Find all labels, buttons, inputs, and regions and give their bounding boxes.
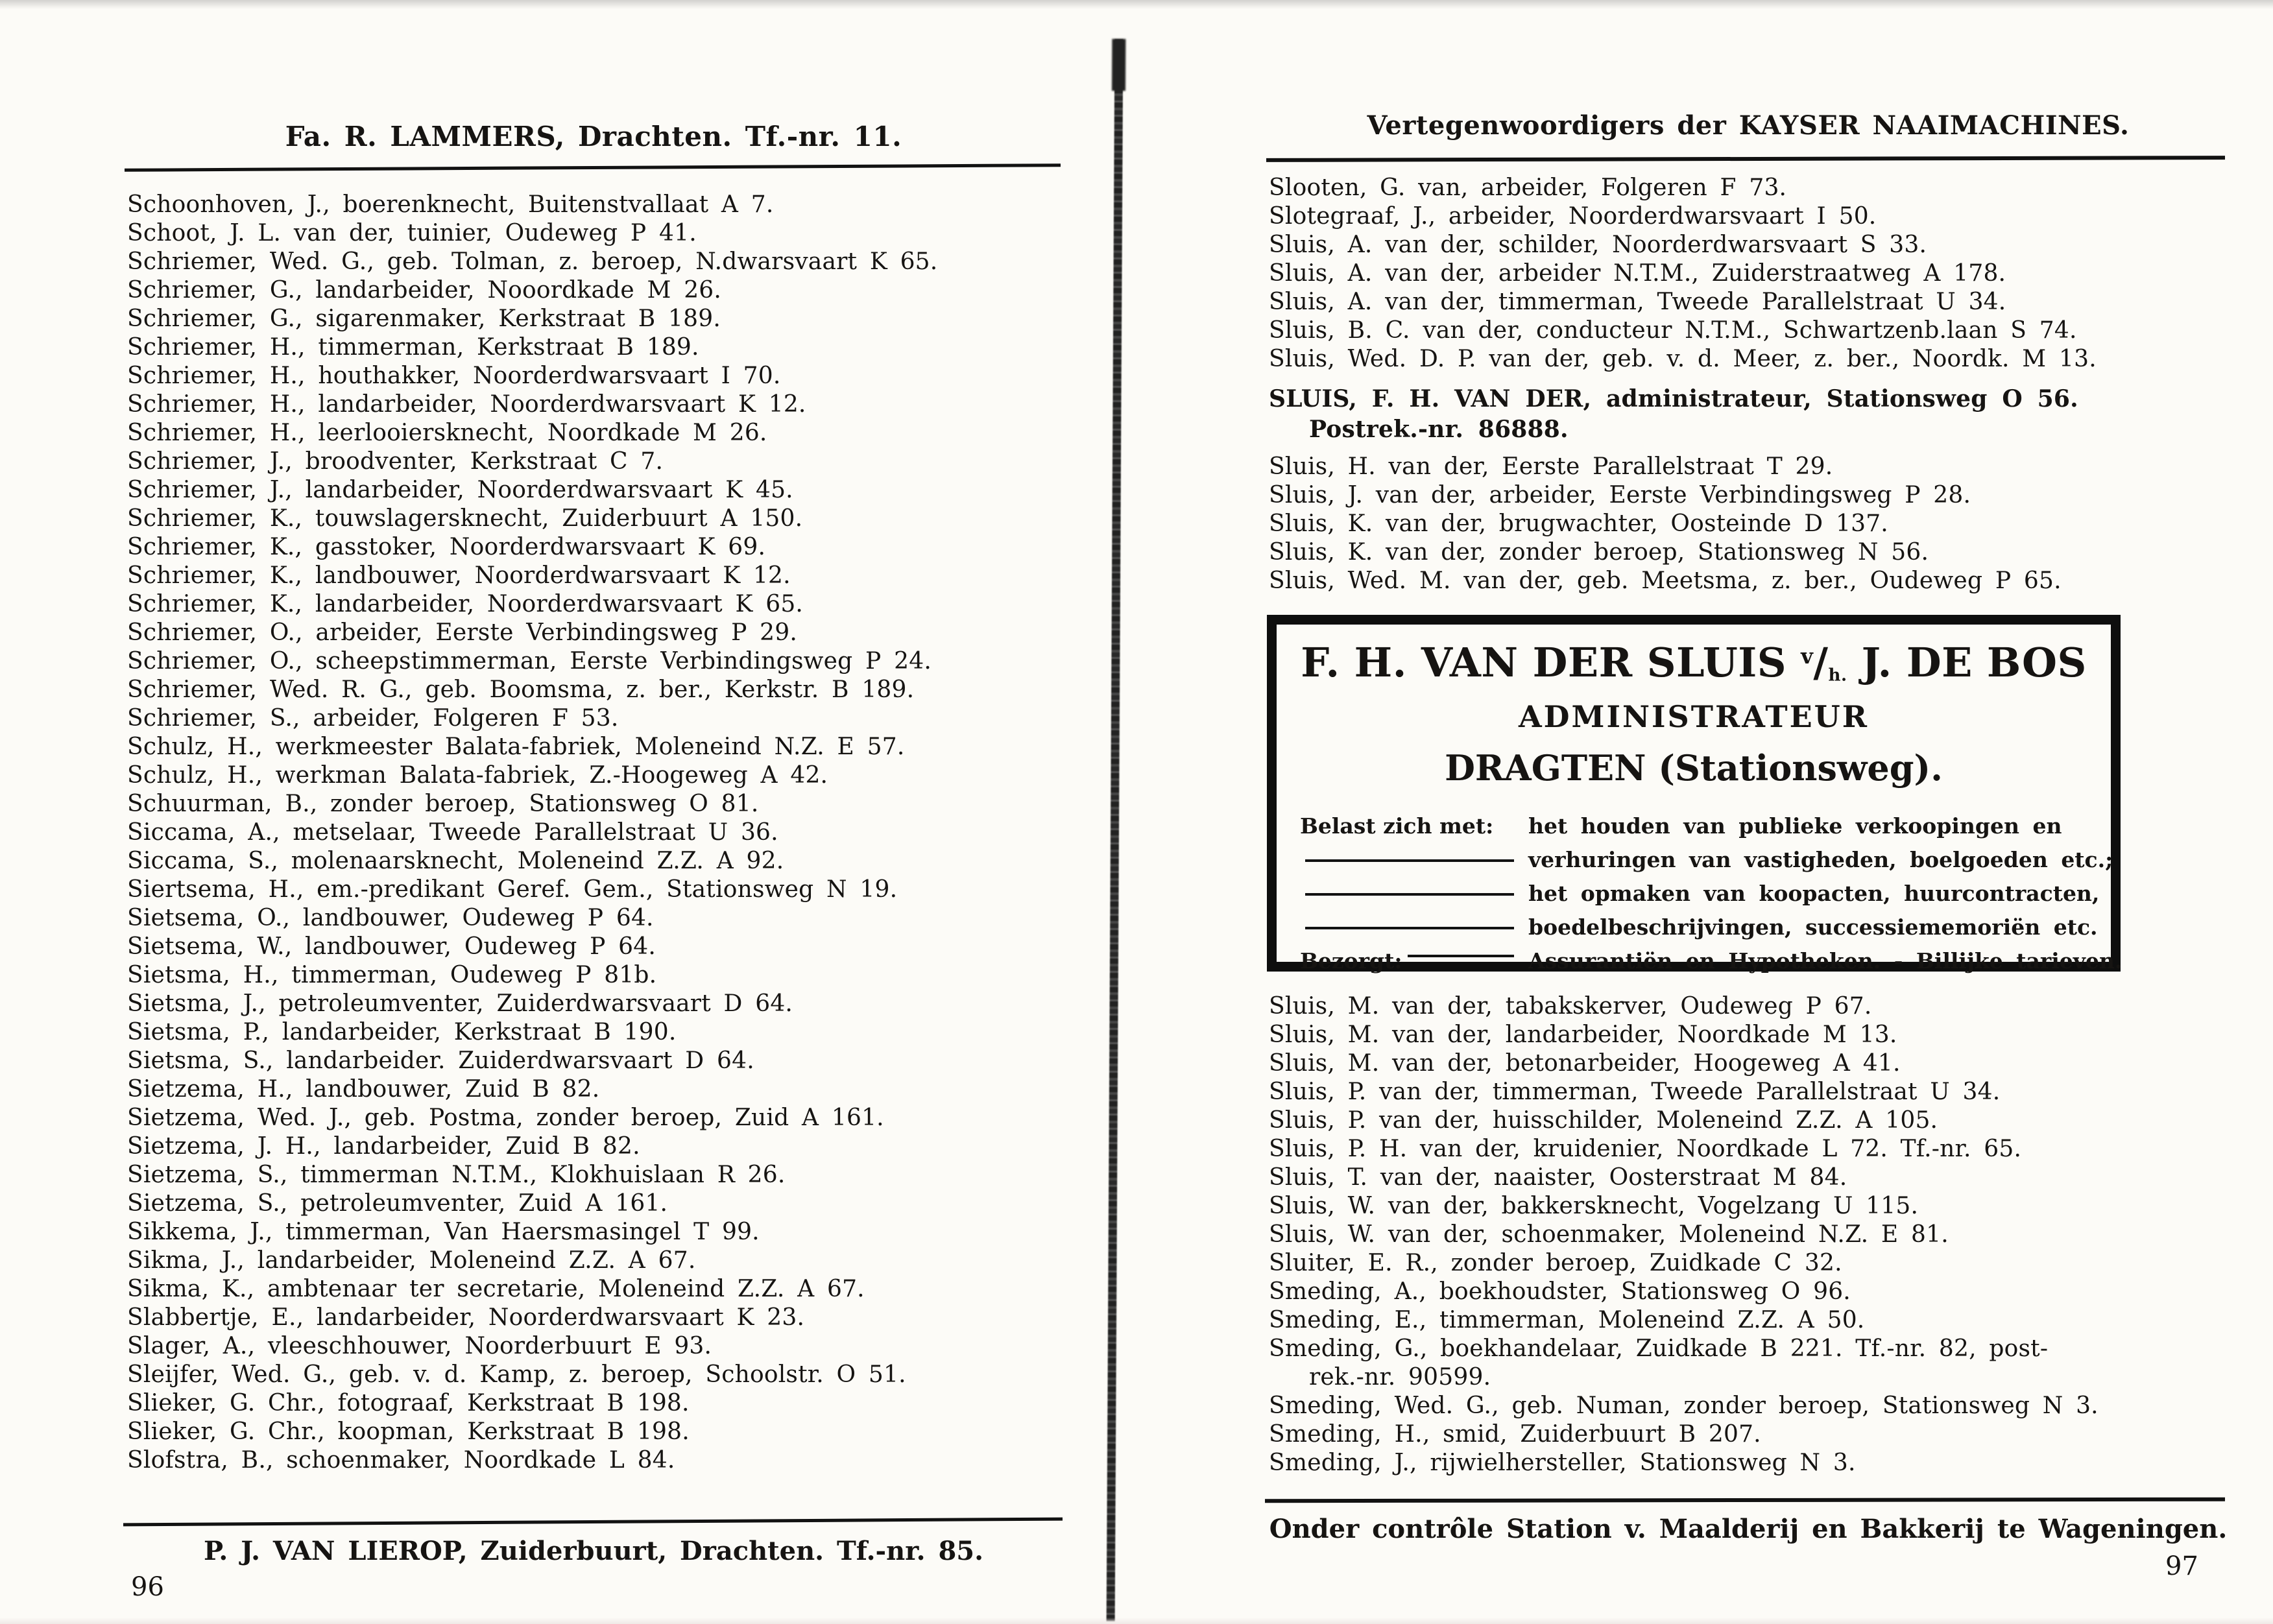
ad-row-label-text: Bezorgt: [1300, 948, 1402, 973]
directory-entry [127, 1132, 1100, 1161]
right-footer-rule [1265, 1498, 2225, 1503]
entry-line: Schulz, H., werkmeester Balata-fabriek, Moleneind N.Z. E 57. [127, 734, 905, 760]
entry-line: Smeding, E., timmerman, Moleneind Z.Z. A 50. [1269, 1307, 1865, 1333]
ad-subtitle-place: DRAGTEN (Stationsweg). [1445, 746, 1943, 789]
entry-line: Schriemer, G., sigarenmaker, Kerkstraat B 189. [127, 305, 721, 332]
entry-line: Sikkema, J., timmerman, Van Haersmasingel T 99. [127, 1219, 760, 1245]
left-header-rule [125, 163, 1061, 172]
entry-line: Sietsma, P., landarbeider, Kerkstraat B 190. [127, 1019, 677, 1045]
entry-line: Schriemer, K., landbouwer, Noorderdwarsvaart K 12. [127, 562, 791, 589]
directory-entry [1269, 1021, 2261, 1049]
ad-row-label [1300, 944, 1528, 978]
directory-entry [127, 562, 1100, 590]
entry-line: Sluiter, E. R., zonder beroep, Zuidkade C 32. [1269, 1250, 1842, 1276]
directory-entry [127, 761, 1100, 790]
directory-entry [127, 333, 1100, 362]
ad-title-vh-abbreviation: $^v$/h. [1801, 639, 1847, 686]
ad-service-row [1300, 809, 2087, 843]
entry-line: Schriemer, H., timmerman, Kerkstraat B 189. [127, 334, 699, 361]
directory-entry [1269, 1078, 2261, 1106]
directory-entry [1269, 384, 2261, 445]
entry-line: Sluis, W. van der, bakkersknecht, Vogelzang U 115. [1269, 1193, 1919, 1219]
entry-line: Sietsema, W., landbouwer, Oudeweg P 64. [127, 933, 656, 960]
entry-line: Sluis, P. van der, huisschilder, Moleneind Z.Z. A 105. [1269, 1107, 1938, 1134]
directory-entry [127, 876, 1100, 904]
entry-line: Sluis, Wed. D. P. van der, geb. v. d. Meer, z. ber., Noordk. M 13. [1269, 346, 2097, 372]
directory-entry [127, 961, 1100, 990]
directory-entry [1269, 1221, 2261, 1249]
entry-line: Schuurman, B., zonder beroep, Stationsweg O 81. [127, 791, 759, 817]
left-page-number: 96 [131, 1572, 164, 1602]
right-page-entry-list-upper [1269, 174, 2261, 595]
entry-line: Smeding, Wed. G., geb. Numan, zonder beroep, Stationsweg N 3. [1269, 1392, 2099, 1419]
directory-entry [127, 1075, 1100, 1104]
ad-row-label-text: Belast zich met: [1300, 813, 1494, 839]
directory-entry [127, 476, 1100, 505]
left-page-entry-list [127, 191, 1100, 1475]
entry-line: Schriemer, H., leerlooiersknecht, Noordkade M 26. [127, 420, 767, 446]
directory-entry [127, 1418, 1100, 1446]
entry-line: SLUIS, F. H. VAN DER, administrateur, Stationsweg O 56. [1269, 385, 2078, 412]
directory-entry [127, 248, 1100, 276]
entry-line: Sikma, K., ambtenaar ter secretarie, Moleneind Z.Z. A 67. [127, 1276, 865, 1302]
entry-line: Schriemer, K., landarbeider, Noorderdwarsvaart K 65. [127, 591, 804, 617]
entry-line: Sluis, M. van der, landarbeider, Noordkade M 13. [1269, 1021, 1897, 1048]
entry-line: Slieker, G. Chr., koopman, Kerkstraat B 198. [127, 1418, 690, 1445]
directory-entry [127, 590, 1100, 619]
directory-entry [127, 1389, 1100, 1418]
entry-line: Schriemer, G., landarbeider, Nooordkade M 26. [127, 277, 722, 304]
entry-line: Slooten, G. van, arbeider, Folgeren F 73. [1269, 174, 1787, 201]
ad-row-dash-line [1408, 955, 1514, 957]
ad-row-label [1300, 865, 1528, 867]
directory-entry [1269, 202, 2261, 231]
entry-line: Sietzema, H., landbouwer, Zuid B 82. [127, 1076, 600, 1103]
directory-entry [127, 1218, 1100, 1247]
directory-entry [127, 1047, 1100, 1075]
directory-entry [127, 448, 1100, 476]
directory-entry [1269, 174, 2261, 202]
advertisement-box [1267, 615, 2121, 972]
left-page-footer: P. J. VAN LIEROP, Zuiderbuurt, Drachten. Tf.-nr. 85. [203, 1536, 984, 1566]
directory-entry [127, 219, 1100, 248]
directory-entry [127, 619, 1100, 647]
directory-entry [127, 1161, 1100, 1189]
entry-line: Schriemer, O., scheepstimmerman, Eerste Verbindingsweg P 24. [127, 648, 932, 675]
directory-entry [1269, 1392, 2261, 1420]
entry-line: Sluis, M. van der, tabakskerver, Oudeweg P 67. [1269, 993, 1872, 1020]
directory-entry [1269, 1135, 2261, 1164]
ad-row-label [1300, 932, 1528, 935]
right-page-number: 97 [2165, 1551, 2198, 1581]
directory-entry [1269, 1106, 2261, 1135]
directory-entry [127, 191, 1100, 219]
ad-service-rows [1300, 809, 2123, 978]
directory-entry [127, 533, 1100, 562]
entry-line: Sluis, K. van der, zonder beroep, Stationsweg N 56. [1269, 539, 1929, 566]
directory-entry [127, 1247, 1100, 1275]
scan-edge-bottom [0, 1618, 2273, 1624]
entry-line: Schriemer, K., touwslagersknecht, Zuiderbuurt A 150. [127, 505, 803, 532]
directory-entry [127, 419, 1100, 448]
entry-line: Sietzema, S., timmerman N.T.M., Klokhuislaan R 26. [127, 1162, 786, 1188]
ad-title-pre: F. H. VAN DER SLUIS [1301, 639, 1787, 686]
directory-entry [127, 676, 1100, 704]
directory-entry [127, 305, 1100, 333]
entry-line: Sluis, P. van der, timmerman, Tweede Parallelstraat U 34. [1269, 1079, 2001, 1105]
entry-line: Sietsma, H., timmerman, Oudeweg P 81b. [127, 962, 657, 988]
directory-entry [127, 1304, 1100, 1332]
directory-entry [1269, 453, 2261, 481]
directory-entry [1269, 1164, 2261, 1192]
directory-entry [1269, 1306, 2261, 1335]
ad-subtitle-role: ADMINISTRATEUR [1518, 699, 1870, 734]
ad-title [1300, 641, 2087, 685]
ad-row-dash-line [1305, 927, 1514, 929]
entry-line: Sietsma, J., petroleumventer, Zuiderdwarsvaart D 64. [127, 990, 793, 1017]
entry-line: Schriemer, Wed. R. G., geb. Boomsma, z. ber., Kerkstr. B 189. [127, 676, 915, 703]
entry-line: Smeding, A., boekhoudster, Stationsweg O 96. [1269, 1278, 1851, 1305]
book-gutter-shadow [1107, 39, 1124, 1621]
directory-entry [1269, 1049, 2261, 1078]
entry-line: Sietzema, J. H., landarbeider, Zuid B 82. [127, 1133, 640, 1160]
directory-entry [1269, 1249, 2261, 1278]
ad-title-post: J. DE BOS [1861, 639, 2087, 686]
directory-entry [1269, 567, 2261, 595]
ad-row-text: het opmaken van koopacten, huurcontracten, [1528, 880, 2100, 906]
directory-entry [1269, 1192, 2261, 1221]
left-footer-rule [123, 1518, 1063, 1527]
ad-service-row [1300, 843, 2113, 877]
directory-entry [127, 1104, 1100, 1132]
entry-line: Schoot, J. L. van der, tuinier, Oudeweg P 41. [127, 220, 697, 246]
directory-entry [1269, 316, 2261, 345]
entry-line: Smeding, H., smid, Zuiderbuurt B 207. [1269, 1421, 1761, 1448]
ad-row-text: boedelbeschrijvingen, successiememoriën etc. [1528, 914, 2098, 940]
directory-entry [1269, 992, 2261, 1021]
directory-entry [127, 505, 1100, 533]
entry-line: Sluis, B. C. van der, conducteur N.T.M., Schwartzenb.laan S 74. [1269, 317, 2077, 344]
entry-continuation-line: rek.-nr. 90599. [1309, 1364, 1491, 1391]
entry-line: Sluis, A. van der, schilder, Noorderdwarsvaart S 33. [1269, 232, 1927, 258]
entry-line: Slieker, G. Chr., fotograaf, Kerkstraat B 198. [127, 1390, 690, 1416]
entry-line: Sleijfer, Wed. G., geb. v. d. Kamp, z. beroep, Schoolstr. O 51. [127, 1361, 906, 1388]
right-page-header: Vertegenwoordigers der KAYSER NAAIMACHINES. [1367, 110, 2130, 141]
entry-line: Schriemer, J., landarbeider, Noorderdwarsvaart K 45. [127, 477, 793, 503]
directory-entry [127, 704, 1100, 733]
entry-line: Sietsma, S., landarbeider. Zuiderdwarsvaart D 64. [127, 1047, 754, 1074]
ad-row-dash-line [1305, 859, 1514, 862]
entry-line: Siertsema, H., em.-predikant Geref. Gem., Stationsweg N 19. [127, 876, 898, 903]
entry-line: Sluis, A. van der, timmerman, Tweede Parallelstraat U 34. [1269, 289, 2006, 315]
directory-entry [127, 1275, 1100, 1304]
directory-entry [127, 276, 1100, 305]
ad-service-row [1300, 911, 2098, 944]
entry-line: Schriemer, J., broodventer, Kerkstraat C 7. [127, 448, 664, 475]
directory-entry [127, 847, 1100, 876]
entry-line: Schriemer, H., houthakker, Noorderdwarsvaart I 70. [127, 363, 781, 389]
directory-entry [1269, 1449, 2261, 1477]
directory-entry [127, 390, 1100, 419]
directory-entry [1269, 1420, 2261, 1449]
entry-line: Schriemer, Wed. G., geb. Tolman, z. beroep, N.dwarsvaart K 65. [127, 248, 938, 275]
entry-line: Schriemer, K., gasstoker, Noorderdwarsvaart K 69. [127, 534, 766, 560]
entry-line: Schriemer, O., arbeider, Eerste Verbindingsweg P 29. [127, 619, 798, 646]
directory-entry [1269, 345, 2261, 374]
entry-line: Sluis, J. van der, arbeider, Eerste Verbindingsweg P 28. [1269, 482, 1971, 508]
directory-entry [127, 1018, 1100, 1047]
directory-entry [127, 733, 1100, 761]
ad-row-label [1300, 809, 1528, 843]
entry-line: Slabbertje, E., landarbeider, Noorderdwarsvaart K 23. [127, 1304, 805, 1331]
entry-line: Sluis, Wed. M. van der, geb. Meetsma, z. ber., Oudeweg P 65. [1269, 567, 2062, 594]
ad-row-text: verhuringen van vastigheden, boelgoeden etc.; [1528, 846, 2113, 872]
directory-entry [1269, 259, 2261, 288]
directory-entry [1269, 1278, 2261, 1306]
directory-entry [127, 933, 1100, 961]
directory-entry [127, 1189, 1100, 1218]
directory-entry [127, 1332, 1100, 1361]
entry-line: Sluis, P. H. van der, kruidenier, Noordkade L 72. Tf.-nr. 65. [1269, 1136, 2022, 1162]
directory-entry [1269, 1335, 2261, 1392]
directory-entry [127, 990, 1100, 1018]
entry-line: Smeding, J., rijwielhersteller, Stationsweg N 3. [1269, 1450, 1856, 1476]
entry-line: Sluis, W. van der, schoenmaker, Moleneind N.Z. E 81. [1269, 1221, 1949, 1248]
directory-entry [1269, 481, 2261, 510]
ad-service-row [1300, 944, 2123, 978]
entry-continuation-line: Postrek.-nr. 86888. [1309, 416, 1569, 443]
entry-line: Schriemer, S., arbeider, Folgeren F 53. [127, 705, 619, 732]
ad-row-text: het houden van publieke verkoopingen en [1528, 813, 2062, 839]
directory-entry [127, 818, 1100, 847]
entry-line: Smeding, G., boekhandelaar, Zuidkade B 221. Tf.-nr. 82, post- [1269, 1335, 2049, 1362]
directory-entry [127, 1361, 1100, 1389]
entry-line: Sietzema, Wed. J., geb. Postma, zonder beroep, Zuid A 161. [127, 1105, 884, 1131]
directory-entry [127, 647, 1100, 676]
entry-line: Sluis, K. van der, brugwachter, Oosteinde D 137. [1269, 510, 1888, 537]
entry-line: Siccama, A., metselaar, Tweede Parallelstraat U 36. [127, 819, 778, 846]
ad-service-row [1300, 877, 2100, 911]
entry-line: Sluis, A. van der, arbeider N.T.M., Zuiderstraatweg A 178. [1269, 260, 2006, 287]
directory-entry [127, 790, 1100, 818]
entry-line: Sietzema, S., petroleumventer, Zuid A 161. [127, 1190, 668, 1217]
entry-line: Schriemer, H., landarbeider, Noorderdwarsvaart K 12. [127, 391, 806, 418]
entry-line: Sikma, J., landarbeider, Moleneind Z.Z. A 67. [127, 1247, 696, 1274]
directory-entry [127, 362, 1100, 390]
ad-row-label [1300, 898, 1528, 901]
left-page-header: Fa. R. LAMMERS, Drachten. Tf.-nr. 11. [285, 121, 902, 152]
entry-line: Sluis, M. van der, betonarbeider, Hoogeweg A 41. [1269, 1050, 1901, 1077]
entry-line: Slotegraaf, J., arbeider, Noorderdwarsvaart I 50. [1269, 203, 1877, 230]
directory-entry [1269, 231, 2261, 259]
directory-entry [1269, 288, 2261, 316]
entry-line: Siccama, S., molenaarsknecht, Moleneind Z.Z. A 92. [127, 848, 784, 874]
entry-line: Schoonhoven, J., boerenknecht, Buitenstvallaat A 7. [127, 191, 774, 218]
entry-line: Slager, A., vleeschhouwer, Noorderbuurt E 93. [127, 1333, 712, 1359]
entry-line: Sietsema, O., landbouwer, Oudeweg P 64. [127, 905, 654, 931]
scan-edge-top [0, 0, 2273, 9]
entry-line: Sluis, H. van der, Eerste Parallelstraat T 29. [1269, 453, 1833, 480]
right-header-rule [1266, 156, 2225, 162]
directory-entry [1269, 538, 2261, 567]
ad-row-text: Assurantiën en Hypotheken. - Billijke tarieven. [1528, 948, 2123, 973]
right-page-footer: Onder contrôle Station v. Maalderij en Bakkerij te Wageningen. [1269, 1514, 2228, 1544]
directory-entry [1269, 510, 2261, 538]
entry-line: Schulz, H., werkman Balata-fabriek, Z.-Hoogeweg A 42. [127, 762, 828, 789]
directory-entry [127, 904, 1100, 933]
directory-entry [127, 1446, 1100, 1475]
right-page-entry-list-lower [1269, 992, 2261, 1477]
entry-line: Slofstra, B., schoenmaker, Noordkade L 84. [127, 1447, 675, 1474]
entry-line: Sluis, T. van der, naaister, Oosterstraat M 84. [1269, 1164, 1847, 1191]
ad-row-dash-line [1305, 893, 1514, 896]
